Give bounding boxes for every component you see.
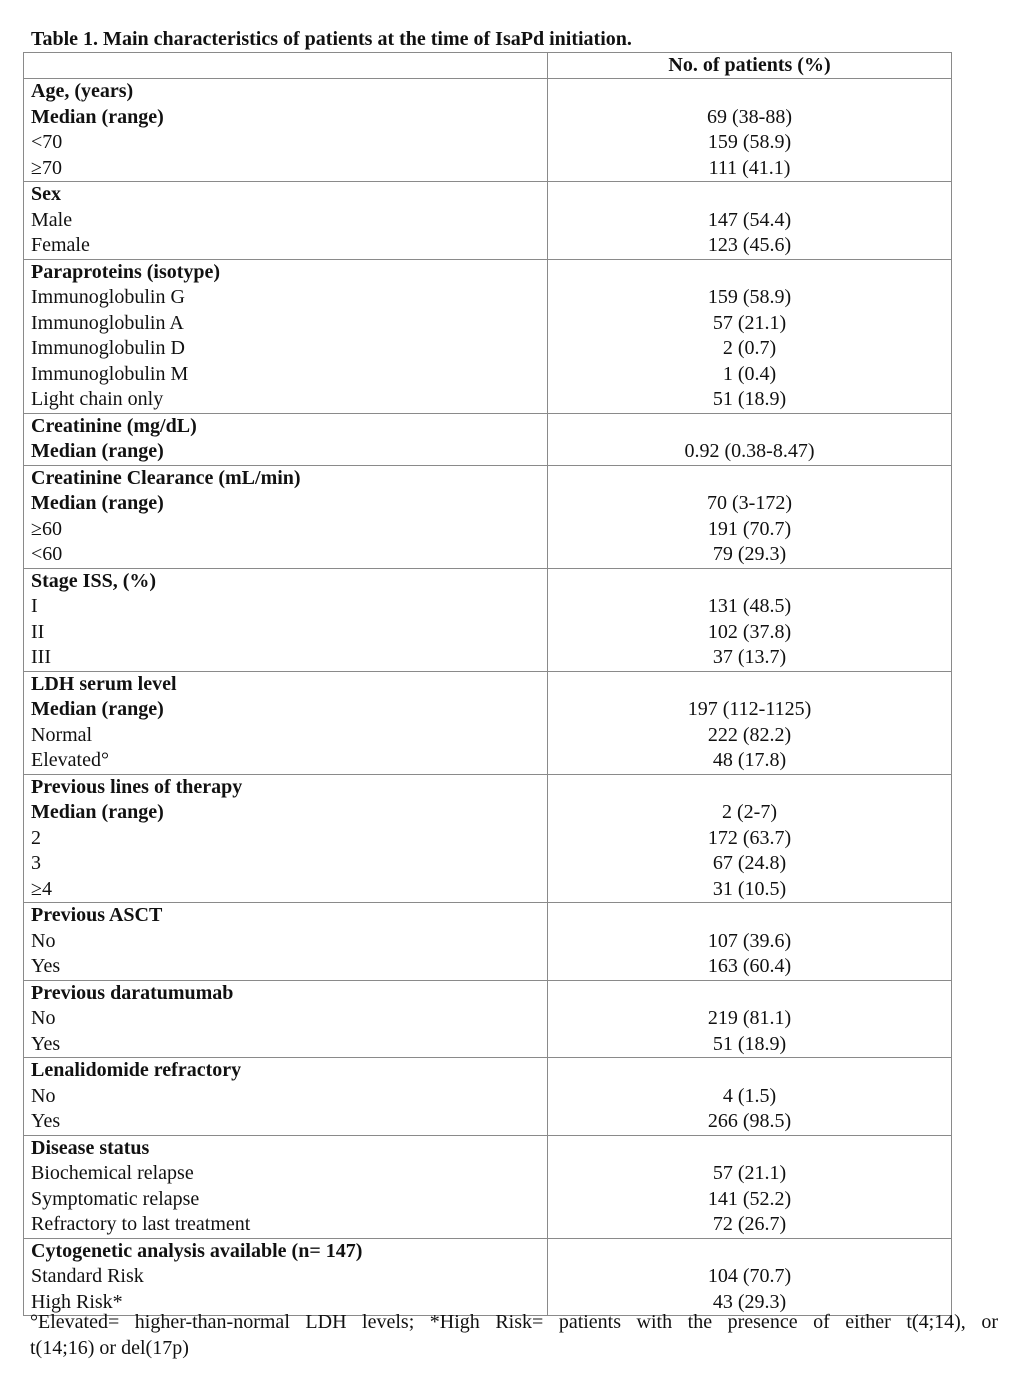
table-section	[24, 79, 952, 182]
section-labels-cell	[24, 568, 548, 671]
table-section	[24, 1238, 952, 1316]
row-label: Female	[31, 234, 90, 256]
section-values-cell	[548, 568, 952, 671]
row-value: 37 (13.7)	[712, 646, 787, 668]
row-value: 69 (38-88)	[707, 105, 792, 128]
row-label: Median (range)	[31, 698, 164, 720]
row-label: Male	[31, 208, 73, 231]
row-label: Standard Risk	[31, 1265, 144, 1287]
section-values-cell	[548, 1058, 952, 1136]
row-value: 1 (0.4)	[722, 362, 777, 385]
section-values-cell	[548, 1238, 952, 1316]
table-header-row	[24, 53, 952, 79]
section-values-cell	[548, 774, 952, 903]
section-values-cell	[548, 980, 952, 1058]
row-value: 2 (0.7)	[722, 337, 777, 359]
row-label: Median (range)	[31, 492, 164, 514]
table-section	[24, 465, 952, 568]
section-heading: Lenalidomide refractory	[31, 1059, 242, 1081]
section-heading: Previous ASCT	[31, 904, 163, 926]
row-value: 147 (54.4)	[707, 208, 792, 231]
row-value: 266 (98.5)	[707, 1110, 792, 1132]
section-labels-cell	[24, 671, 548, 774]
row-label: Immunoglobulin D	[31, 337, 185, 359]
section-labels-cell	[24, 413, 548, 465]
characteristics-table	[23, 52, 952, 1316]
row-label: ≥70	[31, 156, 62, 179]
row-label: Light chain only	[31, 388, 164, 410]
footnote-line-2: t(14;16) or del(17p)	[30, 1337, 189, 1359]
row-value: 131 (48.5)	[707, 595, 792, 617]
row-value: 123 (45.6)	[707, 234, 792, 256]
row-label: 3	[31, 852, 41, 874]
row-value: 51 (18.9)	[712, 388, 787, 410]
row-value: 104 (70.7)	[707, 1265, 792, 1287]
row-value	[555, 260, 944, 286]
row-value: 48 (17.8)	[712, 749, 787, 771]
table-section	[24, 568, 952, 671]
row-label: Yes	[31, 955, 61, 977]
row-value: 70 (3-172)	[707, 492, 792, 514]
row-value: 4 (1.5)	[722, 1084, 777, 1107]
row-value: 102 (37.8)	[707, 620, 792, 643]
row-value: 111 (41.1)	[708, 156, 791, 179]
header-cell-patients: No. of patients (%)	[548, 53, 952, 79]
row-label: Refractory to last treatment	[31, 1213, 251, 1235]
table-footnote	[30, 1309, 998, 1361]
row-value: 159 (58.9)	[707, 286, 792, 308]
section-heading: Stage ISS, (%)	[31, 569, 157, 592]
section-labels-cell	[24, 1058, 548, 1136]
footnote-line-1: °Elevated= higher-than-normal LDH levels; *High Risk= patients with the presence of either t(4;14), or	[30, 1311, 998, 1333]
section-heading: Sex	[31, 183, 61, 205]
row-value: 57 (21.1)	[712, 1162, 787, 1184]
section-labels-cell	[24, 1238, 548, 1316]
section-heading: LDH serum level	[31, 672, 177, 695]
row-label: No	[31, 929, 56, 952]
section-heading: Age, (years)	[31, 80, 134, 102]
row-label: <60	[31, 543, 63, 565]
section-heading: Paraproteins (isotype)	[31, 260, 221, 283]
row-label: Yes	[31, 1110, 61, 1132]
row-value	[555, 1136, 944, 1162]
row-value	[555, 981, 944, 1007]
row-label: II	[31, 620, 45, 643]
row-value	[555, 775, 944, 801]
row-value: 67 (24.8)	[712, 852, 787, 874]
row-label: Immunoglobulin G	[31, 286, 185, 308]
table-title: Table 1. Main characteristics of patients at the time of IsaPd initiation.	[31, 28, 632, 50]
row-value: 57 (21.1)	[712, 311, 787, 334]
row-value: 79 (29.3)	[712, 543, 787, 565]
row-value: 163 (60.4)	[707, 955, 792, 977]
table-section	[24, 671, 952, 774]
section-values-cell	[548, 182, 952, 260]
row-label: 2	[31, 826, 41, 849]
section-labels-cell	[24, 79, 548, 182]
row-value: 191 (70.7)	[707, 517, 792, 540]
section-heading: Previous daratumumab	[31, 981, 234, 1004]
row-label: ≥60	[31, 517, 62, 540]
section-labels-cell	[24, 774, 548, 903]
row-label: Elevated°	[31, 749, 109, 771]
row-value: 197 (112-1125)	[687, 698, 812, 720]
row-label: Symptomatic relapse	[31, 1187, 200, 1210]
section-heading: Previous lines of therapy	[31, 775, 243, 798]
row-value	[555, 903, 944, 929]
section-heading: Cytogenetic analysis available (n= 147)	[31, 1239, 363, 1262]
table-section	[24, 774, 952, 903]
row-value: 222 (82.2)	[707, 723, 792, 746]
table-section	[24, 903, 952, 981]
row-label: High Risk*	[31, 1290, 123, 1313]
section-labels-cell	[24, 980, 548, 1058]
row-value	[555, 414, 944, 440]
table-section	[24, 413, 952, 465]
row-label: Median (range)	[31, 801, 164, 823]
row-value	[555, 672, 944, 698]
row-label: I	[31, 595, 38, 617]
row-label: No	[31, 1084, 56, 1107]
row-value	[555, 79, 944, 105]
row-value	[555, 1239, 944, 1265]
row-label: Immunoglobulin M	[31, 362, 189, 385]
section-heading: Disease status	[31, 1136, 150, 1159]
row-value: 159 (58.9)	[707, 131, 792, 153]
row-label: Immunoglobulin A	[31, 311, 184, 334]
section-values-cell	[548, 259, 952, 413]
row-value	[555, 1058, 944, 1084]
table-section	[24, 182, 952, 260]
row-label: Normal	[31, 723, 93, 746]
section-values-cell	[548, 671, 952, 774]
table-section	[24, 1058, 952, 1136]
row-value: 107 (39.6)	[707, 929, 792, 952]
row-value: 72 (26.7)	[712, 1213, 787, 1235]
section-labels-cell	[24, 259, 548, 413]
table-section	[24, 1135, 952, 1238]
row-value	[555, 466, 944, 492]
section-heading: Creatinine Clearance (mL/min)	[31, 466, 301, 489]
row-label: III	[31, 646, 51, 668]
table-section	[24, 259, 952, 413]
row-label: Biochemical relapse	[31, 1162, 194, 1184]
section-values-cell	[548, 413, 952, 465]
table-section	[24, 980, 952, 1058]
section-labels-cell	[24, 903, 548, 981]
section-values-cell	[548, 1135, 952, 1238]
section-heading: Creatinine (mg/dL)	[31, 414, 197, 437]
row-value: 219 (81.1)	[707, 1007, 792, 1029]
row-value: 0.92 (0.38-8.47)	[684, 440, 815, 462]
row-value: 43 (29.3)	[712, 1290, 787, 1313]
section-labels-cell	[24, 465, 548, 568]
row-label: No	[31, 1007, 56, 1029]
row-label: ≥4	[31, 877, 52, 900]
row-value: 172 (63.7)	[707, 826, 792, 849]
section-values-cell	[548, 465, 952, 568]
row-label: <70	[31, 131, 63, 153]
section-values-cell	[548, 79, 952, 182]
row-value: 141 (52.2)	[707, 1187, 792, 1210]
row-label: Median (range)	[31, 105, 164, 128]
row-value	[555, 569, 944, 595]
section-labels-cell	[24, 1135, 548, 1238]
row-value	[555, 182, 944, 208]
section-labels-cell	[24, 182, 548, 260]
row-label: Yes	[31, 1032, 61, 1055]
section-values-cell	[548, 903, 952, 981]
header-cell-characteristic	[24, 53, 548, 79]
row-value: 31 (10.5)	[712, 877, 787, 900]
row-label: Median (range)	[31, 440, 164, 462]
row-value: 2 (2-7)	[722, 801, 777, 823]
row-value: 51 (18.9)	[712, 1032, 787, 1055]
